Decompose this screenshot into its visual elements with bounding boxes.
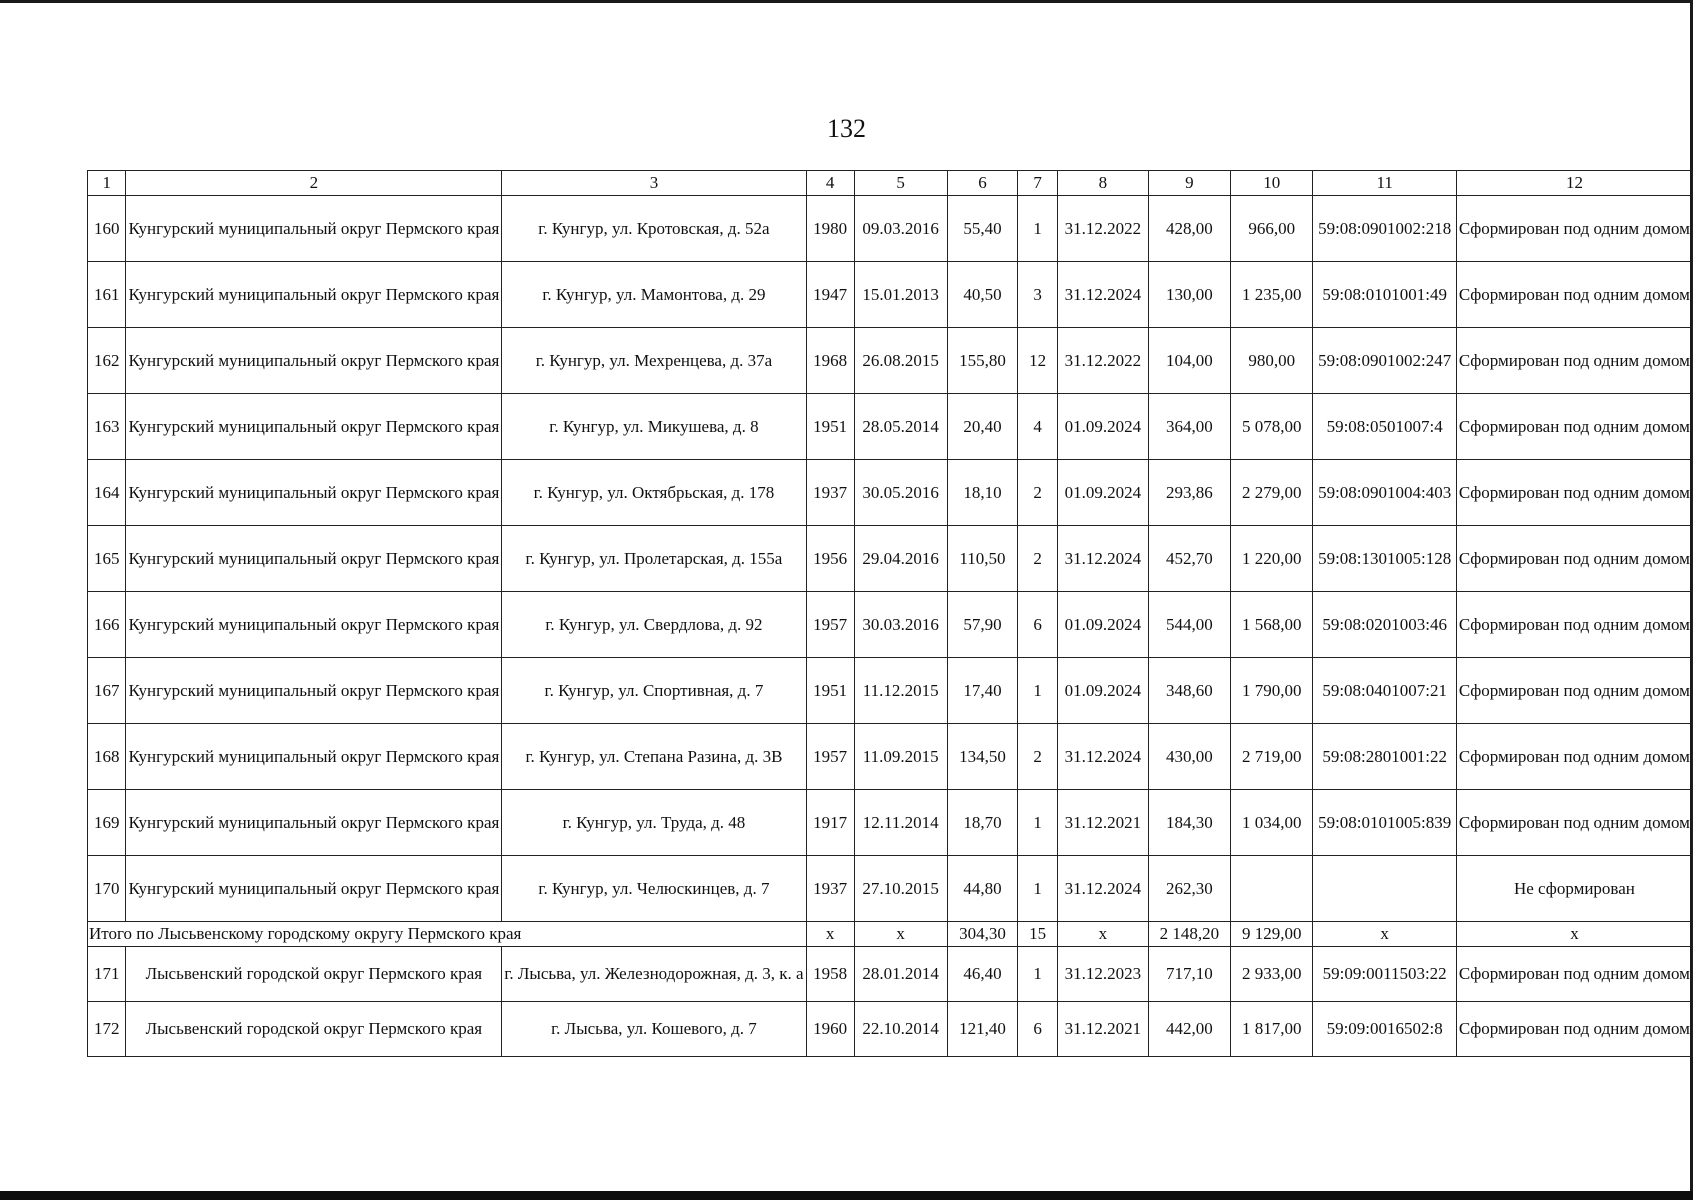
cadastral-number-cell: 59:09:0016502:8 — [1313, 1002, 1456, 1057]
total-label: Итого по Лысьвенскому городскому округу Пермского края — [88, 922, 807, 947]
column-10-cell: 966,00 — [1230, 196, 1312, 262]
address-cell: г. Кунгур, ул. Спортивная, д. 7 — [502, 658, 806, 724]
table-row — [88, 724, 1693, 790]
table-row — [88, 460, 1693, 526]
deadline-cell: 31.12.2022 — [1057, 328, 1148, 394]
column-10-cell: 1 034,00 — [1230, 790, 1312, 856]
district-cell: Кунгурский муниципальный округ Пермского края — [126, 856, 502, 922]
table-row — [88, 394, 1693, 460]
row-number-cell: 161 — [88, 262, 126, 328]
deadline-cell: 31.12.2024 — [1057, 526, 1148, 592]
row-number-cell: 164 — [88, 460, 126, 526]
row-number-cell: 167 — [88, 658, 126, 724]
column-10-cell: 1 817,00 — [1230, 1002, 1312, 1057]
area-cell: 110,50 — [947, 526, 1018, 592]
district-cell: Кунгурский муниципальный округ Пермского края — [126, 658, 502, 724]
page-number: 132 — [827, 114, 866, 143]
status-cell: Сформирован под одним домом — [1456, 1002, 1692, 1057]
year-cell: 1951 — [806, 658, 854, 724]
table-row — [88, 1002, 1693, 1057]
date-cell: 22.10.2014 — [854, 1002, 947, 1057]
total-column-11: х — [1313, 922, 1456, 947]
persons-cell: 12 — [1018, 328, 1058, 394]
date-cell: 12.11.2014 — [854, 790, 947, 856]
status-cell: Сформирован под одним домом — [1456, 724, 1692, 790]
column-9-cell: 348,60 — [1148, 658, 1230, 724]
row-number-cell: 170 — [88, 856, 126, 922]
deadline-cell: 01.09.2024 — [1057, 658, 1148, 724]
area-cell: 121,40 — [947, 1002, 1018, 1057]
address-cell: г. Кунгур, ул. Степана Разина, д. 3В — [502, 724, 806, 790]
year-cell: 1968 — [806, 328, 854, 394]
persons-cell: 2 — [1018, 724, 1058, 790]
area-cell: 40,50 — [947, 262, 1018, 328]
address-cell: г. Кунгур, ул. Микушева, д. 8 — [502, 394, 806, 460]
column-9-cell: 262,30 — [1148, 856, 1230, 922]
housing-register-table — [87, 170, 1693, 1057]
total-area: 304,30 — [947, 922, 1018, 947]
persons-cell: 3 — [1018, 262, 1058, 328]
total-column-10: 9 129,00 — [1230, 922, 1312, 947]
address-cell: г. Кунгур, ул. Труда, д. 48 — [502, 790, 806, 856]
table-row — [88, 658, 1693, 724]
address-cell: г. Кунгур, ул. Пролетарская, д. 155а — [502, 526, 806, 592]
status-cell: Сформирован под одним домом — [1456, 328, 1692, 394]
cadastral-number-cell: 59:09:0011503:22 — [1313, 947, 1456, 1002]
cadastral-number-cell: 59:08:2801001:22 — [1313, 724, 1456, 790]
address-cell: г. Кунгур, ул. Мехренцева, д. 37а — [502, 328, 806, 394]
cadastral-number-cell: 59:08:0201003:46 — [1313, 592, 1456, 658]
column-10-cell: 2 933,00 — [1230, 947, 1312, 1002]
total-column-9: 2 148,20 — [1148, 922, 1230, 947]
district-cell: Кунгурский муниципальный округ Пермского края — [126, 196, 502, 262]
status-cell: Сформирован под одним домом — [1456, 196, 1692, 262]
year-cell: 1937 — [806, 460, 854, 526]
year-cell: 1951 — [806, 394, 854, 460]
deadline-cell: 31.12.2024 — [1057, 724, 1148, 790]
address-cell: г. Кунгур, ул. Октябрьская, д. 178 — [502, 460, 806, 526]
column-number: 9 — [1148, 171, 1230, 196]
cadastral-number-cell: 59:08:0401007:21 — [1313, 658, 1456, 724]
total-column-5: х — [854, 922, 947, 947]
scan-border-bottom — [0, 1191, 1693, 1200]
cadastral-number-cell: 59:08:0501007:4 — [1313, 394, 1456, 460]
address-cell: г. Кунгур, ул. Челюскинцев, д. 7 — [502, 856, 806, 922]
column-9-cell: 293,86 — [1148, 460, 1230, 526]
deadline-cell: 31.12.2021 — [1057, 1002, 1148, 1057]
area-cell: 57,90 — [947, 592, 1018, 658]
column-10-cell: 1 790,00 — [1230, 658, 1312, 724]
persons-cell: 1 — [1018, 658, 1058, 724]
row-number-cell: 168 — [88, 724, 126, 790]
area-cell: 17,40 — [947, 658, 1018, 724]
table-row — [88, 947, 1693, 1002]
area-cell: 18,10 — [947, 460, 1018, 526]
column-9-cell: 442,00 — [1148, 1002, 1230, 1057]
column-10-cell: 1 235,00 — [1230, 262, 1312, 328]
table-row — [88, 526, 1693, 592]
deadline-cell: 31.12.2023 — [1057, 947, 1148, 1002]
year-cell: 1958 — [806, 947, 854, 1002]
deadline-cell: 31.12.2022 — [1057, 196, 1148, 262]
date-cell: 15.01.2013 — [854, 262, 947, 328]
persons-cell: 6 — [1018, 1002, 1058, 1057]
column-number: 11 — [1313, 171, 1456, 196]
row-number-cell: 160 — [88, 196, 126, 262]
date-cell: 11.12.2015 — [854, 658, 947, 724]
address-cell: г. Кунгур, ул. Кротовская, д. 52а — [502, 196, 806, 262]
column-9-cell: 544,00 — [1148, 592, 1230, 658]
scan-border-top — [0, 0, 1693, 3]
date-cell: 28.01.2014 — [854, 947, 947, 1002]
persons-cell: 1 — [1018, 856, 1058, 922]
year-cell: 1957 — [806, 724, 854, 790]
district-cell: Кунгурский муниципальный округ Пермского края — [126, 394, 502, 460]
column-10-cell: 1 568,00 — [1230, 592, 1312, 658]
cadastral-number-cell: 59:08:1301005:128 — [1313, 526, 1456, 592]
district-cell: Кунгурский муниципальный округ Пермского края — [126, 262, 502, 328]
district-cell: Кунгурский муниципальный округ Пермского края — [126, 526, 502, 592]
deadline-cell: 31.12.2024 — [1057, 262, 1148, 328]
status-cell: Не сформирован — [1456, 856, 1692, 922]
column-9-cell: 104,00 — [1148, 328, 1230, 394]
row-number-cell: 162 — [88, 328, 126, 394]
column-10-cell: 980,00 — [1230, 328, 1312, 394]
persons-cell: 1 — [1018, 196, 1058, 262]
area-cell: 44,80 — [947, 856, 1018, 922]
year-cell: 1917 — [806, 790, 854, 856]
column-number: 7 — [1018, 171, 1058, 196]
area-cell: 20,40 — [947, 394, 1018, 460]
date-cell: 27.10.2015 — [854, 856, 947, 922]
persons-cell: 2 — [1018, 526, 1058, 592]
cadastral-number-cell: 59:08:0901004:403 — [1313, 460, 1456, 526]
table-row — [88, 196, 1693, 262]
column-number: 5 — [854, 171, 947, 196]
column-9-cell: 428,00 — [1148, 196, 1230, 262]
address-cell: г. Кунгур, ул. Мамонтова, д. 29 — [502, 262, 806, 328]
year-cell: 1956 — [806, 526, 854, 592]
date-cell: 26.08.2015 — [854, 328, 947, 394]
row-number-cell: 172 — [88, 1002, 126, 1057]
address-cell: г. Лысьва, ул. Железнодорожная, д. 3, к. а — [502, 947, 806, 1002]
column-9-cell: 452,70 — [1148, 526, 1230, 592]
status-cell: Сформирован под одним домом — [1456, 658, 1692, 724]
row-number-cell: 165 — [88, 526, 126, 592]
district-cell: Лысьвенский городской округ Пермского края — [126, 947, 502, 1002]
column-9-cell: 430,00 — [1148, 724, 1230, 790]
table-row — [88, 592, 1693, 658]
deadline-cell: 31.12.2024 — [1057, 856, 1148, 922]
deadline-cell: 01.09.2024 — [1057, 394, 1148, 460]
status-cell: Сформирован под одним домом — [1456, 790, 1692, 856]
column-number: 12 — [1456, 171, 1692, 196]
table-row — [88, 328, 1693, 394]
cadastral-number-cell: 59:08:0101005:839 — [1313, 790, 1456, 856]
row-number-cell: 169 — [88, 790, 126, 856]
persons-cell: 4 — [1018, 394, 1058, 460]
area-cell: 46,40 — [947, 947, 1018, 1002]
column-number: 2 — [126, 171, 502, 196]
district-cell: Кунгурский муниципальный округ Пермского края — [126, 724, 502, 790]
year-cell: 1937 — [806, 856, 854, 922]
total-column-8: х — [1057, 922, 1148, 947]
area-cell: 18,70 — [947, 790, 1018, 856]
area-cell: 55,40 — [947, 196, 1018, 262]
column-9-cell: 717,10 — [1148, 947, 1230, 1002]
district-cell: Кунгурский муниципальный округ Пермского края — [126, 328, 502, 394]
column-10-cell: 2 719,00 — [1230, 724, 1312, 790]
status-cell: Сформирован под одним домом — [1456, 592, 1692, 658]
column-number: 3 — [502, 171, 806, 196]
year-cell: 1947 — [806, 262, 854, 328]
deadline-cell: 31.12.2021 — [1057, 790, 1148, 856]
column-9-cell: 364,00 — [1148, 394, 1230, 460]
table-row — [88, 856, 1693, 922]
row-number-cell: 166 — [88, 592, 126, 658]
district-cell: Кунгурский муниципальный округ Пермского края — [126, 592, 502, 658]
year-cell: 1957 — [806, 592, 854, 658]
persons-cell: 2 — [1018, 460, 1058, 526]
column-number: 10 — [1230, 171, 1312, 196]
cadastral-number-cell: 59:08:0901002:218 — [1313, 196, 1456, 262]
district-cell: Лысьвенский городской округ Пермского края — [126, 1002, 502, 1057]
persons-cell: 1 — [1018, 790, 1058, 856]
column-number-row — [88, 171, 1693, 196]
date-cell: 11.09.2015 — [854, 724, 947, 790]
status-cell: Сформирован под одним домом — [1456, 460, 1692, 526]
column-number: 1 — [88, 171, 126, 196]
column-10-cell: 2 279,00 — [1230, 460, 1312, 526]
total-persons: 15 — [1018, 922, 1058, 947]
table-row — [88, 262, 1693, 328]
area-cell: 155,80 — [947, 328, 1018, 394]
date-cell: 30.05.2016 — [854, 460, 947, 526]
column-9-cell: 130,00 — [1148, 262, 1230, 328]
table-row — [88, 790, 1693, 856]
year-cell: 1960 — [806, 1002, 854, 1057]
cadastral-number-cell: 59:08:0901002:247 — [1313, 328, 1456, 394]
district-cell: Кунгурский муниципальный округ Пермского края — [126, 460, 502, 526]
persons-cell: 6 — [1018, 592, 1058, 658]
column-10-cell: 5 078,00 — [1230, 394, 1312, 460]
status-cell: Сформирован под одним домом — [1456, 394, 1692, 460]
total-column-12: х — [1456, 922, 1692, 947]
year-cell: 1980 — [806, 196, 854, 262]
district-cell: Кунгурский муниципальный округ Пермского края — [126, 790, 502, 856]
status-cell: Сформирован под одним домом — [1456, 947, 1692, 1002]
date-cell: 28.05.2014 — [854, 394, 947, 460]
persons-cell: 1 — [1018, 947, 1058, 1002]
status-cell: Сформирован под одним домом — [1456, 262, 1692, 328]
cadastral-number-cell — [1313, 856, 1456, 922]
address-cell: г. Лысьва, ул. Кошевого, д. 7 — [502, 1002, 806, 1057]
status-cell: Сформирован под одним домом — [1456, 526, 1692, 592]
column-number: 4 — [806, 171, 854, 196]
deadline-cell: 01.09.2024 — [1057, 592, 1148, 658]
date-cell: 30.03.2016 — [854, 592, 947, 658]
column-number: 8 — [1057, 171, 1148, 196]
row-number-cell: 163 — [88, 394, 126, 460]
column-number: 6 — [947, 171, 1018, 196]
column-9-cell: 184,30 — [1148, 790, 1230, 856]
address-cell: г. Кунгур, ул. Свердлова, д. 92 — [502, 592, 806, 658]
column-10-cell: 1 220,00 — [1230, 526, 1312, 592]
date-cell: 29.04.2016 — [854, 526, 947, 592]
row-number-cell: 171 — [88, 947, 126, 1002]
column-10-cell — [1230, 856, 1312, 922]
deadline-cell: 01.09.2024 — [1057, 460, 1148, 526]
date-cell: 09.03.2016 — [854, 196, 947, 262]
area-cell: 134,50 — [947, 724, 1018, 790]
cadastral-number-cell: 59:08:0101001:49 — [1313, 262, 1456, 328]
total-column-4: х — [806, 922, 854, 947]
total-row — [88, 922, 1693, 947]
